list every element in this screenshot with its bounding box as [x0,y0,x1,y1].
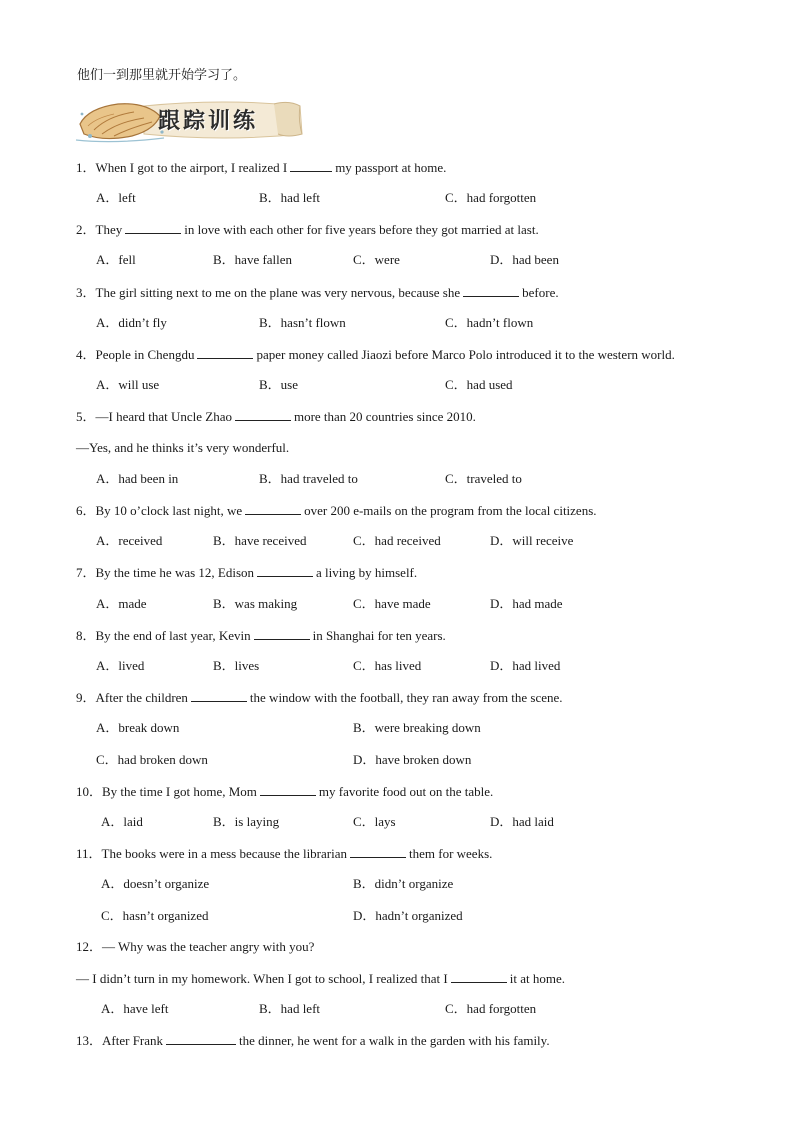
question-number: 8． [76,628,96,643]
answer-blank[interactable] [350,845,406,858]
answer-option[interactable]: A．fell [96,252,136,267]
question-3 [76,284,559,301]
question-text: By the time he was 12, Edison [95,565,255,580]
dialog-reply [76,970,565,987]
answer-blank[interactable] [463,284,519,297]
answer-blank[interactable] [260,783,316,796]
answer-option[interactable]: D．have broken down [353,752,472,767]
answer-option[interactable]: C．had used [445,377,513,392]
question-13 [76,1032,550,1049]
answer-option[interactable]: B．use [259,377,299,392]
answer-option[interactable]: D．had been [490,252,559,267]
answer-option[interactable]: B．had traveled to [259,471,358,486]
answer-option[interactable]: B．have fallen [213,252,293,267]
question-6 [76,502,597,519]
question-7 [76,564,417,581]
question-text: After Frank [102,1033,164,1048]
section-title: 跟踪训练 [158,109,259,134]
intro-sentence: 他们一到那里就开始学习了。 [77,68,247,83]
question-number: 1． [76,160,96,175]
question-number: 3． [76,285,96,300]
question-text: When I got to the airport, I realized I [95,160,288,175]
answer-option[interactable]: A．didn’t fly [96,315,167,330]
question-text-continued: before. [522,285,559,300]
question-text: By 10 o’clock last night, we [95,503,243,518]
question-8 [76,627,446,644]
question-text-continued: in Shanghai for ten years. [312,628,446,643]
answer-option[interactable]: B．hasn’t flown [259,315,346,330]
answer-option[interactable]: C．hadn’t flown [445,315,534,330]
answer-option[interactable]: B．were breaking down [353,720,481,735]
answer-option[interactable]: B．lives [213,658,260,673]
answer-option[interactable]: B．have received [213,533,307,548]
question-text: —I heard that Uncle Zhao [95,409,232,424]
question-number: 12． [76,939,103,954]
answer-option[interactable]: B．had left [259,190,321,205]
question-text-continued: them for weeks. [409,846,493,861]
question-text-continued: in love with each other for five years before they got married at last. [184,222,539,237]
question-number: 9． [76,690,96,705]
answer-option[interactable]: A．laid [101,814,143,829]
question-text: By the end of last year, Kevin [95,628,251,643]
answer-option[interactable]: A．made [96,596,147,611]
answer-option[interactable]: A．doesn’t organize [101,876,210,891]
answer-blank[interactable] [191,689,247,702]
answer-option[interactable]: D．had laid [490,814,554,829]
question-text: By the time I got home, Mom [102,784,257,799]
question-text-continued: the dinner, he went for a walk in the garden with his family. [239,1033,550,1048]
question-number: 5． [76,409,96,424]
question-number: 10． [76,784,103,799]
question-2 [76,221,539,238]
answer-option[interactable]: C．lays [353,814,396,829]
answer-option[interactable]: C．have made [353,596,431,611]
answer-option[interactable]: C．had received [353,533,441,548]
question-9 [76,689,563,706]
answer-option[interactable]: C．had forgotten [445,1001,537,1016]
answer-option[interactable]: D．will receive [490,533,574,548]
dialog-reply: —Yes, and he thinks it’s very wonderful. [76,440,290,455]
question-number: 11． [76,846,102,861]
answer-option[interactable]: A．had been in [96,471,179,486]
dialog-text: — I didn’t turn in my homework. When I got to school, I realized that I [76,971,448,986]
answer-blank[interactable] [197,346,253,359]
answer-blank[interactable] [125,221,181,234]
answer-option[interactable]: C．had broken down [96,752,208,767]
question-text-continued: my favorite food out on the table. [318,784,494,799]
question-5 [76,408,476,425]
question-text: People in Chengdu [95,347,195,362]
answer-blank[interactable] [235,408,291,421]
dialog-text-continued: it at home. [509,971,565,986]
question-4 [76,346,675,363]
question-text-continued: over 200 e-mails on the program from the local citizens. [304,503,597,518]
question-10 [76,783,493,800]
answer-option[interactable]: C．were [353,252,400,267]
answer-option[interactable]: A．break down [96,720,180,735]
question-number: 2． [76,222,96,237]
answer-option[interactable]: C．hasn’t organized [101,908,209,923]
answer-option[interactable]: D．had made [490,596,563,611]
section-banner [74,94,304,146]
question-12 [76,939,314,955]
answer-option[interactable]: B．didn’t organize [353,876,454,891]
answer-option[interactable]: A．will use [96,377,160,392]
answer-option[interactable]: B．had left [259,1001,321,1016]
answer-option[interactable]: D．had lived [490,658,561,673]
question-text-continued: paper money called Jiaozi before Marco Polo introduced it to the western world. [256,347,675,362]
question-text: After the children [95,690,188,705]
question-11 [76,845,492,862]
question-text-continued: the window with the football, they ran away from the scene. [249,690,563,705]
question-text-continued: my passport at home. [335,160,447,175]
answer-option[interactable]: B．is laying [213,814,280,829]
answer-blank[interactable] [257,564,313,577]
answer-option[interactable]: D．hadn’t organized [353,908,463,923]
question-text-continued: a living by himself. [316,565,418,580]
answer-option[interactable]: B．was making [213,596,298,611]
answer-blank[interactable] [290,159,332,172]
answer-option[interactable]: C．traveled to [445,471,522,486]
answer-blank[interactable] [451,970,507,983]
question-number: 7． [76,565,96,580]
question-1 [76,159,446,176]
question-number: 13． [76,1033,103,1048]
question-text: The girl sitting next to me on the plane was very nervous, because she [95,285,461,300]
question-number: 6． [76,503,96,518]
answer-blank[interactable] [166,1032,236,1045]
answer-option[interactable]: C．has lived [353,658,422,673]
answer-blank[interactable] [245,502,301,515]
answer-option[interactable]: C．had forgotten [445,190,537,205]
answer-blank[interactable] [254,627,310,640]
answer-option[interactable]: A．have left [101,1001,169,1016]
answer-option[interactable]: A．received [96,533,163,548]
answer-option[interactable]: A．left [96,190,136,205]
answer-option[interactable]: A．lived [96,658,145,673]
question-text: — Why was the teacher angry with you? [102,939,315,954]
question-number: 4． [76,347,96,362]
question-text-continued: more than 20 countries since 2010. [293,409,476,424]
question-text: The books were in a mess because the librarian [101,846,347,861]
question-text: They [95,222,123,237]
